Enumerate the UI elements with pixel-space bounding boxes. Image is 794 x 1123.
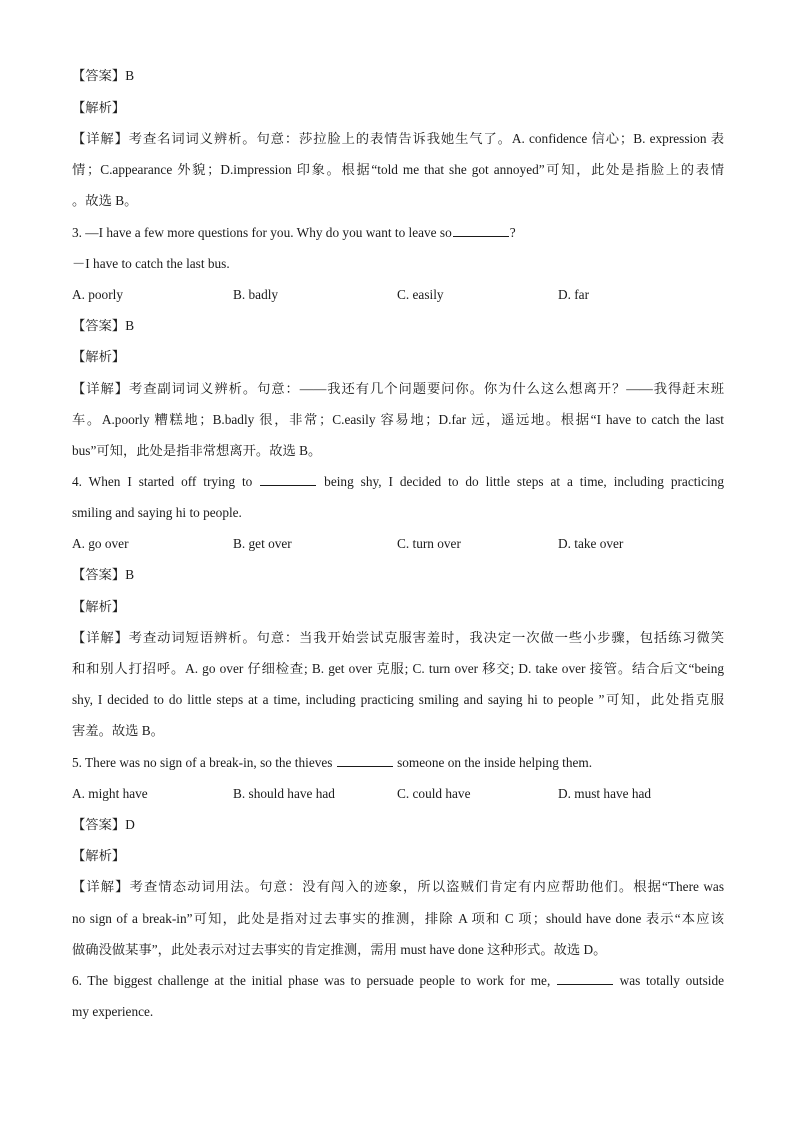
option-c: C. turn over: [397, 536, 461, 551]
detail-text-line: no sign of a break-in”可知，此处是指对过去事实的推测，排除 A 项和 C 项；should have done 表示“本应该: [72, 911, 724, 926]
stem-text: 3. —I have a few more questions for you. Why do you want to leave so: [72, 225, 452, 240]
detail-text-line: 。故选 B。: [72, 193, 138, 208]
detail-text: 考查副词词义辨析。句意：——我还有几个问题要问你。你为什么这么想离开？——我得赶末班: [128, 381, 725, 396]
analysis-tag: 【解析】: [72, 599, 126, 614]
option-d: D. far: [558, 287, 590, 302]
option-b: B. should have had: [233, 786, 335, 801]
detail-tag: 【详解】: [72, 131, 129, 146]
analysis-tag: 【解析】: [72, 349, 126, 364]
stem-text: 6. The biggest challenge at the initial phase was to persuade people to work for me,: [72, 973, 551, 988]
answer-value: B: [125, 318, 135, 333]
detail-line: [72, 379, 724, 399]
question-stem: [72, 971, 724, 991]
detail-text-line: 做确没做某事”，此处表示对过去事实的肯定推测，需用 must have done 这种形式。故选 D。: [72, 942, 607, 957]
detail-text-line: shy, I decided to do little steps at a time, including practicing smiling and saying hi to people ”可知，此处指克服: [72, 692, 724, 707]
analysis-tag: 【解析】: [72, 100, 126, 115]
option-d: D. must have had: [558, 786, 652, 801]
stem-text: ?: [509, 225, 516, 240]
answer-line: [72, 66, 724, 86]
detail-text-line: 害羞。故选 B。: [72, 723, 164, 738]
question-stem: －I have to catch the last bus.: [72, 256, 230, 271]
option-b: B. badly: [233, 287, 279, 302]
detail-text-line: 和和别人打招呼。A. go over 仔细检查; B. get over 克服; C. turn over 移交; D. take over 接管。结合后文“being: [72, 661, 724, 676]
answer-line: [72, 316, 724, 336]
answer-tag: 【答案】: [72, 318, 126, 333]
answer-value: B: [125, 68, 135, 83]
stem-text: being shy, I decided to do little steps at a time, including practicing: [324, 474, 725, 489]
detail-line: [72, 129, 724, 149]
answer-blank: [337, 754, 393, 767]
detail-tag: 【详解】: [72, 630, 129, 645]
option-a: A. poorly: [72, 287, 123, 302]
question-stem: smiling and saying hi to people.: [72, 505, 242, 520]
answer-tag: 【答案】: [72, 817, 126, 832]
detail-tag: 【详解】: [72, 879, 130, 894]
detail-text: 考查情态动词用法。句意：没有闯入的迹象，所以盗贼们肯定有内应帮助他们。根据“There was: [129, 879, 725, 894]
option-d: D. take over: [558, 536, 624, 551]
answer-line: [72, 565, 724, 585]
option-a: A. might have: [72, 786, 148, 801]
stem-text: 5. There was no sign of a break-in, so the thieves: [72, 755, 333, 770]
option-c: C. easily: [397, 287, 444, 302]
options-row: [72, 285, 732, 305]
question-stem: my experience.: [72, 1004, 154, 1019]
answer-value: D: [125, 817, 135, 832]
question-stem: [72, 753, 724, 773]
detail-text: 考查动词短语辨析。句意：当我开始尝试克服害羞时，我决定一次做一些小步骤，包括练习微笑: [128, 630, 725, 645]
detail-line: [72, 877, 724, 897]
option-b: B. get over: [233, 536, 292, 551]
option-c: C. could have: [397, 786, 471, 801]
stem-text: 4. When I started off trying to: [72, 474, 253, 489]
detail-tag: 【详解】: [72, 381, 129, 396]
analysis-tag: 【解析】: [72, 848, 126, 863]
stem-text: someone on the inside helping them.: [397, 755, 593, 770]
answer-line: [72, 815, 724, 835]
detail-text-line: bus”可知，此处是指非常想离开。故选 B。: [72, 443, 322, 458]
answer-value: B: [125, 567, 135, 582]
detail-text-line: 情；C.appearance 外貌；D.impression 印象。根据“told me that she got annoyed”可知，此处是指脸上的表情: [72, 162, 724, 177]
answer-tag: 【答案】: [72, 68, 126, 83]
detail-text: 考查名词词义辨析。句意：莎拉脸上的表情告诉我她生气了。A. confidence 信心；B. expression 表: [128, 131, 725, 146]
question-stem: [72, 223, 724, 243]
answer-blank: [453, 224, 509, 237]
question-stem: [72, 472, 724, 492]
detail-text-line: 车。A.poorly 糟糕地；B.badly 很，非常；C.easily 容易地；D.far 远，遥远地。根据“I have to catch the last: [72, 412, 724, 427]
option-a: A. go over: [72, 536, 129, 551]
options-row: [72, 534, 732, 554]
answer-blank: [260, 473, 316, 486]
answer-tag: 【答案】: [72, 567, 126, 582]
detail-line: [72, 628, 724, 648]
answer-blank: [557, 972, 613, 985]
stem-text: was totally outside: [619, 973, 725, 988]
options-row: [72, 784, 732, 804]
